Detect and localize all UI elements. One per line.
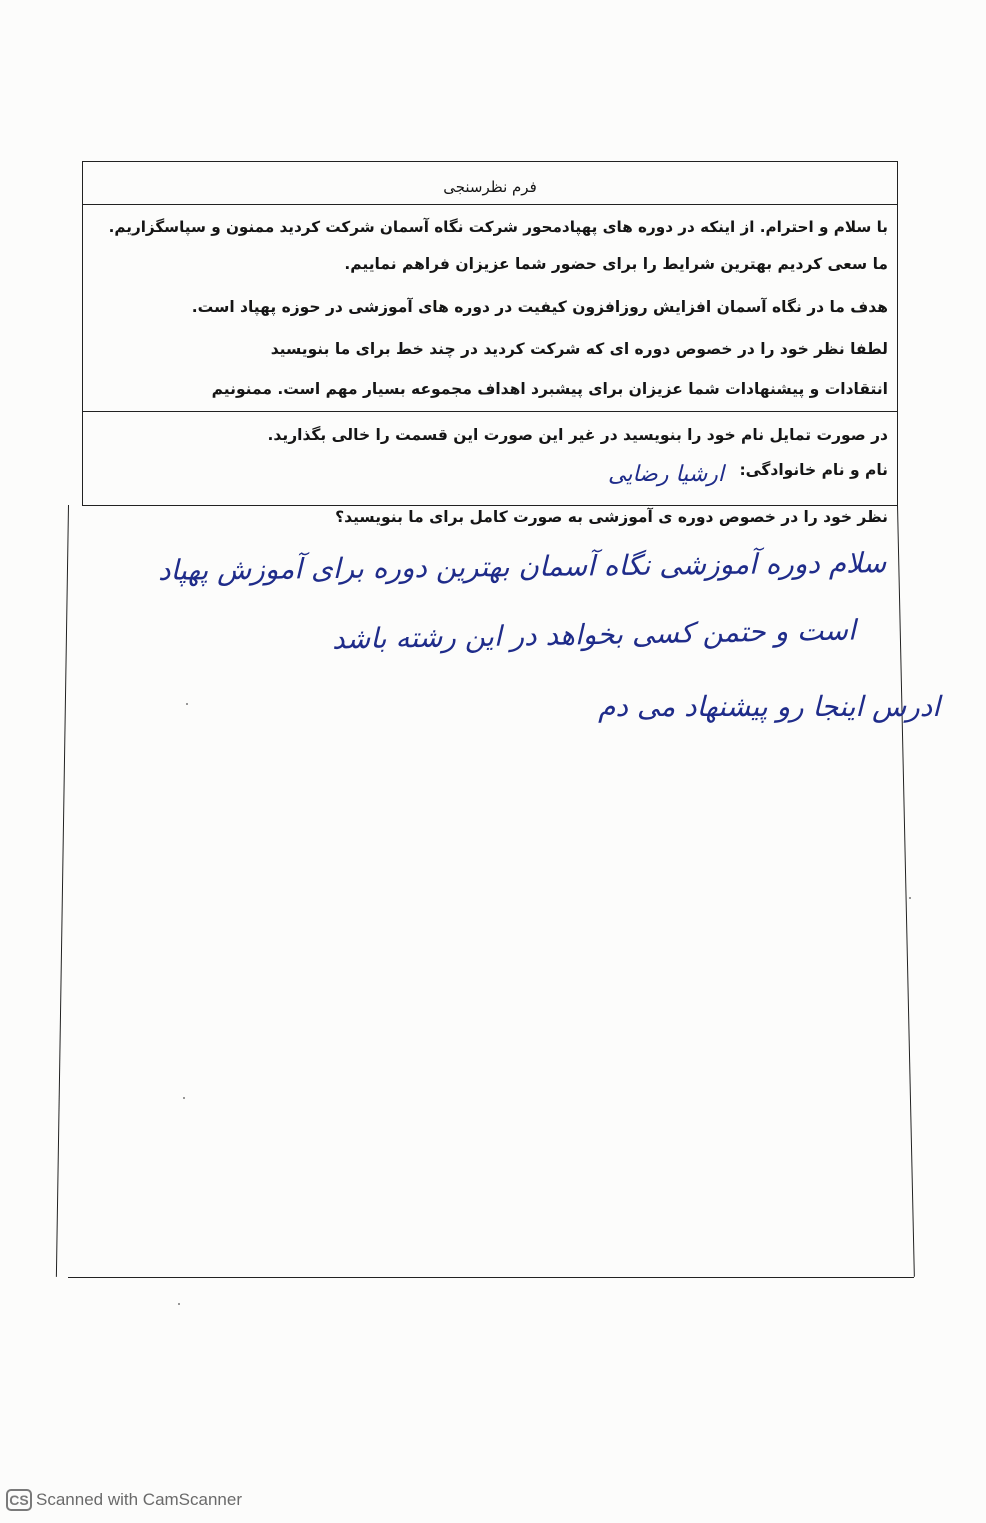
scan-speck [178,1303,180,1305]
intro-line-1: با سلام و احترام. از اینکه در دوره های پهپادمحور شرکت نگاه آسمان شرکت کردید ممنون و سپاسگزاریم. [108,218,888,236]
name-instruction: در صورت تمایل نام خود را بنویسید در غیر این صورت این قسمت را خالی بگذارید. [267,426,888,444]
handwritten-name: ارشیا رضایی [608,462,724,487]
scan-speck [183,1097,185,1099]
intro-line-4: لطفا نظر خود را در خصوص دوره ای که شرکت کردید در چند خط برای ما بنویسید [270,340,888,358]
comment-question: نظر خود را در خصوص دوره ی آموزشی به صورت کامل برای ما بنویسید؟ [335,508,888,526]
intro-line-5: انتقادات و پیشنهادات شما عزیزان برای پیشبرد اهداف مجموعه بسیار مهم است. ممنونیم [211,380,888,398]
handwritten-comment-line-1: سلام دوره آموزشی نگاه آسمان بهترین دوره برای آموزش پهپاد [157,546,887,587]
frame-bottom-border [68,1277,914,1278]
frame-left-border-lower [56,505,69,1277]
handwritten-comment-line-2: است و حتمن کسی بخواهد در این رشته باشد [332,613,857,656]
camscanner-watermark [6,1489,242,1511]
row-separator-1 [82,204,898,205]
name-label: نام و نام خانوادگی: [739,461,888,479]
row-separator-2 [82,411,898,412]
camscanner-logo-icon: CS [6,1489,32,1511]
frame-right-border-lower [897,505,915,1277]
intro-line-3: هدف ما در نگاه آسمان افزایش روزافزون کیفیت در دوره های آموزشی در حوزه پهپاد است. [191,298,888,316]
scan-speck [186,703,188,705]
frame-right-border [897,161,898,506]
frame-left-border [82,161,83,506]
frame-top-border [82,161,898,162]
row-separator-3 [82,505,898,506]
intro-line-2: ما سعی کردیم بهترین شرایط را برای حضور شما عزیزان فراهم نماییم. [344,255,888,273]
scan-speck [909,897,911,899]
handwritten-comment-line-3: ادرس اینجا رو پیشنهاد می دم [598,690,940,723]
form-title: فرم نظرسنجی [443,178,537,196]
camscanner-text: Scanned with CamScanner [36,1490,243,1509]
